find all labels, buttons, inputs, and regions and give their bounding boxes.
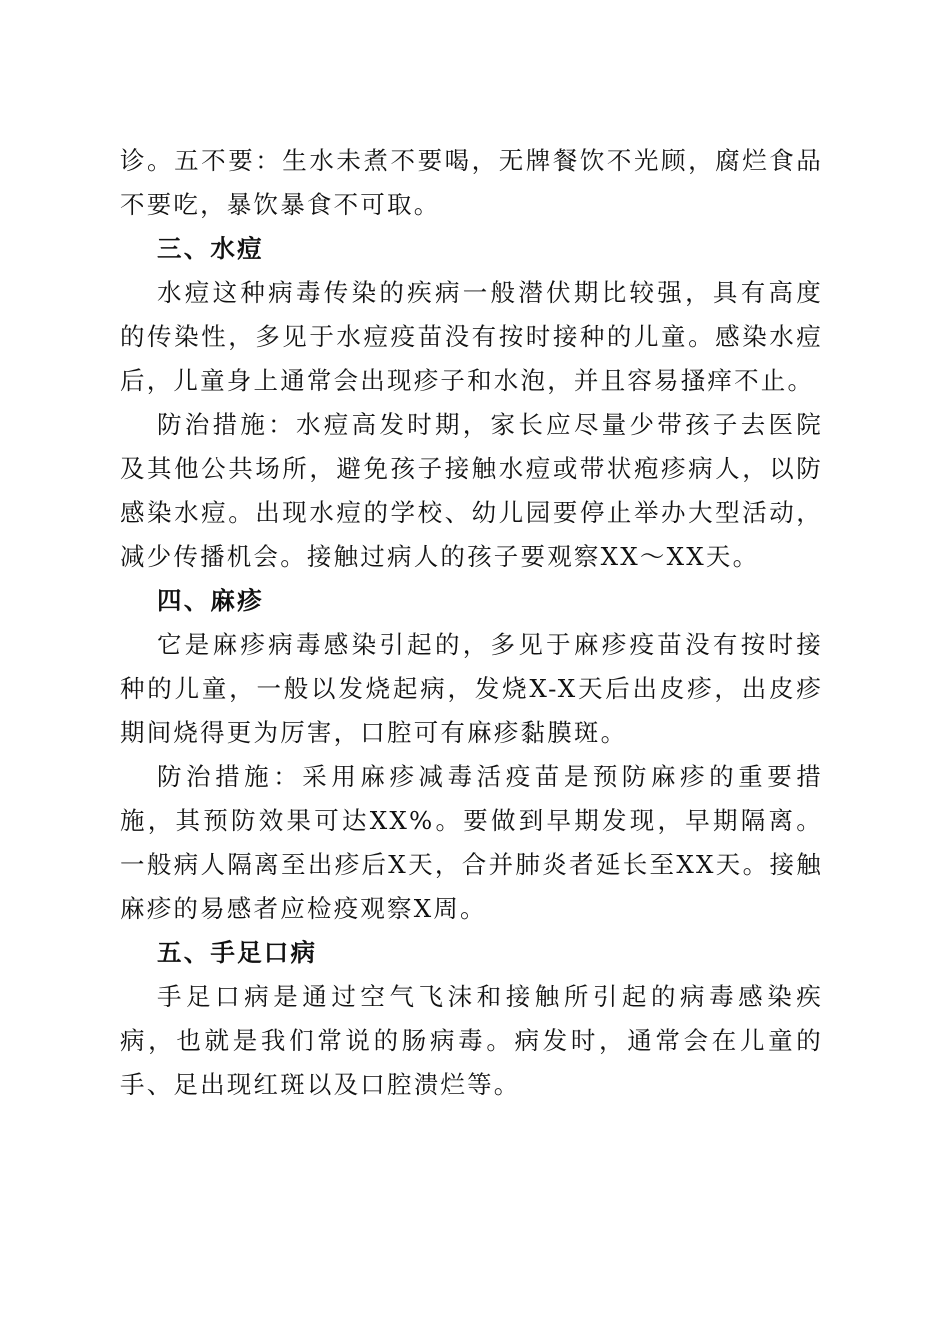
paragraph-chickenpox-prevention: 防治措施：水痘高发时期，家长应尽量少带孩子去医院及其他公共场所，避免孩子接触水痘或带状疱疹病人，以防感染水痘。出现水痘的学校、幼儿园要停止举办大型活动，减少传播机会。接触过病人的孩子要观察XX～XX天。 — [120, 410, 823, 571]
paragraph-chickenpox-description: 水痘这种病毒传染的疾病一般潜伏期比较强，具有高度的传染性，多见于水痘疫苗没有按时接种的儿童。感染水痘后，儿童身上通常会出现疹子和水泡，并且容易搔痒不止。 — [120, 278, 823, 395]
paragraph-hand-foot-mouth-description: 手足口病是通过空气飞沫和接触所引起的病毒感染疾病，也就是我们常说的肠病毒。病发时，通常会在儿童的手、足出现红斑以及口腔溃烂等。 — [120, 982, 823, 1099]
section-heading-measles: 四、麻疹 — [157, 586, 264, 615]
paragraph-intro-continuation: 诊。五不要：生水未煮不要喝，无牌餐饮不光顾，腐烂食品不要吃，暴饮暴食不可取。 — [120, 146, 823, 219]
paragraph-measles-prevention: 防治措施：采用麻疹减毒活疫苗是预防麻疹的重要措施，其预防效果可达XX%。要做到早期发现，早期隔离。一般病人隔离至出疹后X天，合并肺炎者延长至XX天。接触麻疹的易感者应检疫观察X周。 — [120, 762, 823, 923]
document-body — [120, 139, 823, 1107]
section-heading-chickenpox: 三、水痘 — [157, 234, 264, 263]
section-heading-hand-foot-mouth: 五、手足口病 — [157, 938, 318, 967]
paragraph-measles-description: 它是麻疹病毒感染引起的，多见于麻疹疫苗没有按时接种的儿童，一般以发烧起病，发烧X-X天后出皮疹，出皮疹期间烧得更为厉害，口腔可有麻疹黏膜斑。 — [120, 630, 823, 747]
